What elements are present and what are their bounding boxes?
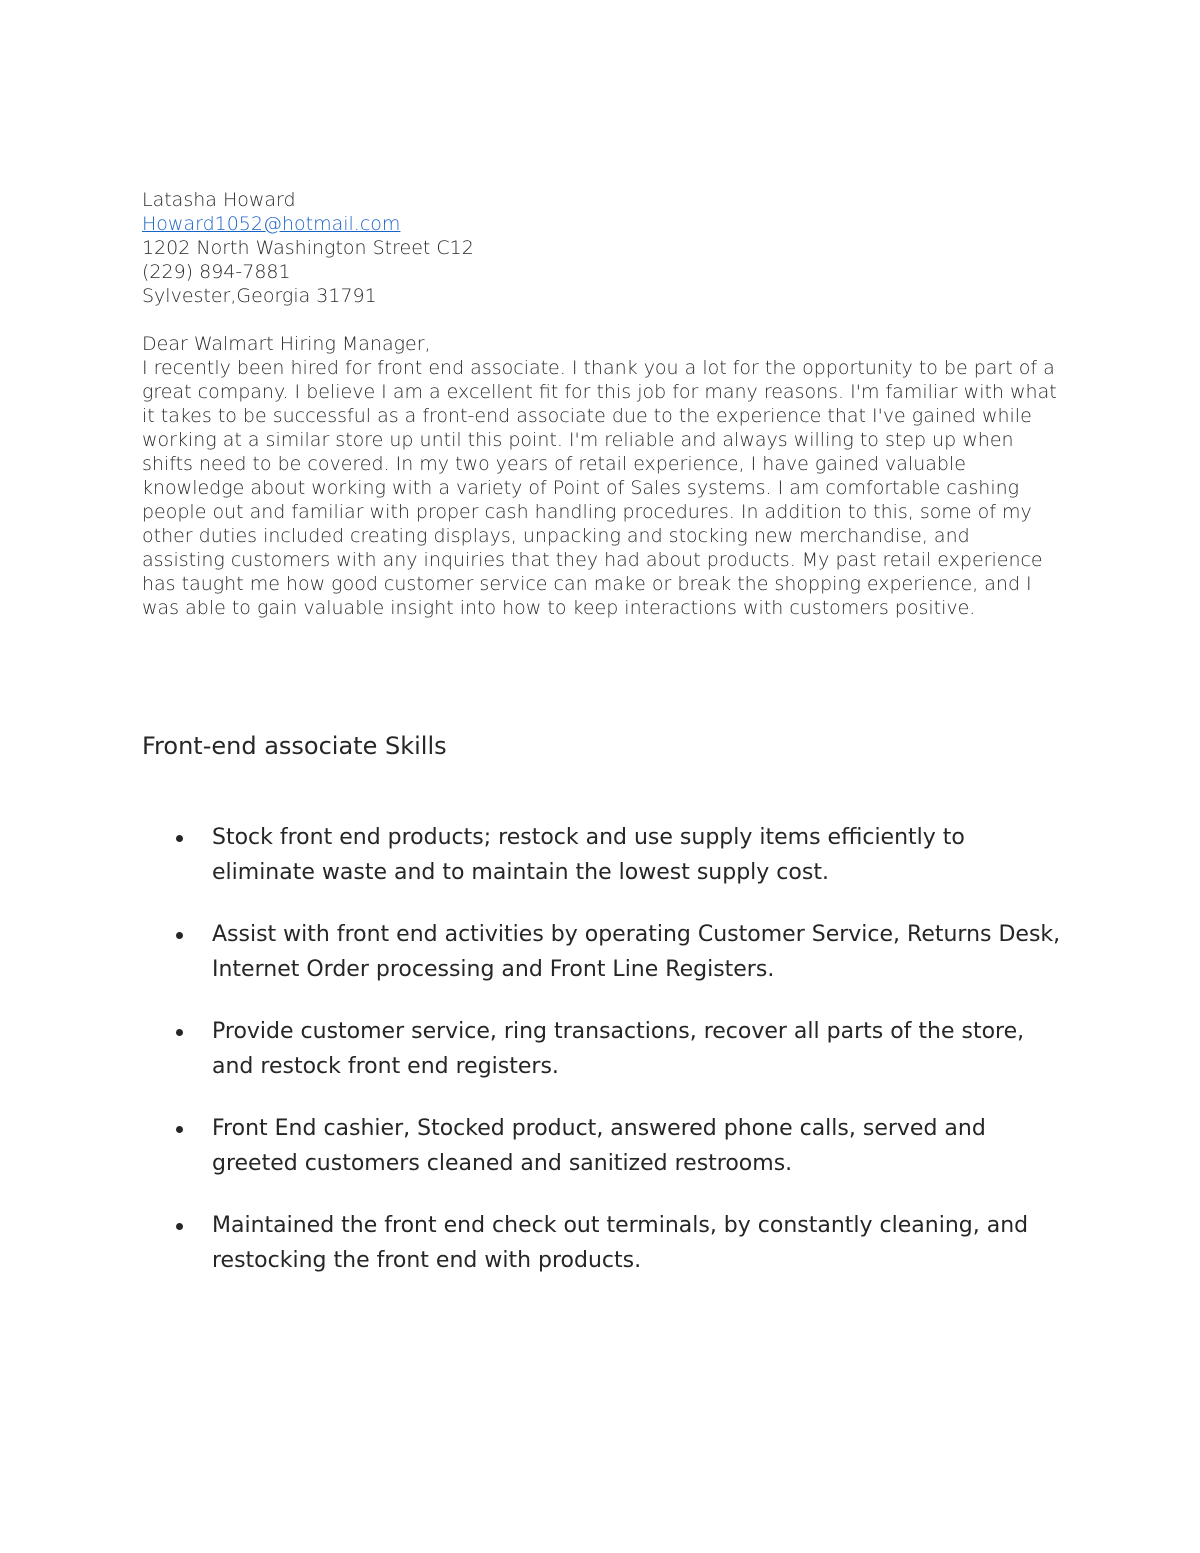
skill-text: Provide customer service, ring transactions, recover all parts of the store, and restock front end registers. bbox=[212, 1019, 1025, 1079]
bullet-icon bbox=[176, 1223, 183, 1230]
salutation: Dear Walmart Hiring Manager, bbox=[142, 333, 431, 355]
cover-letter bbox=[142, 188, 1062, 620]
skill-text: Assist with front end activities by operating Customer Service, Returns Desk, Internet Order processing and Front Line Registers. bbox=[212, 922, 1061, 982]
skills-list bbox=[142, 820, 1062, 1305]
skill-item bbox=[142, 820, 1062, 890]
skills-heading: Front-end associate Skills bbox=[142, 732, 447, 760]
spacer bbox=[142, 308, 1062, 332]
skill-item bbox=[142, 1014, 1062, 1084]
phone-number: (229) 894-7881 bbox=[142, 261, 291, 283]
skill-item bbox=[142, 1111, 1062, 1181]
skill-text: Stock front end products; restock and use supply items efficiently to eliminate waste and to maintain the lowest supply cost. bbox=[212, 825, 965, 885]
bullet-icon bbox=[176, 1029, 183, 1036]
bullet-icon bbox=[176, 1126, 183, 1133]
email-link[interactable]: Howard1052@hotmail.com bbox=[142, 213, 401, 235]
skill-text: Maintained the front end check out terminals, by constantly cleaning, and restocking the front end with products. bbox=[212, 1213, 1029, 1273]
applicant-name: Latasha Howard bbox=[142, 189, 296, 211]
bullet-icon bbox=[176, 835, 183, 842]
street-address: 1202 North Washington Street C12 bbox=[142, 237, 474, 259]
skill-item bbox=[142, 917, 1062, 987]
city-state-zip: Sylvester,Georgia 31791 bbox=[142, 285, 377, 307]
letter-body: I recently been hired for front end associate. I thank you a lot for the opportunity to be part of a great company. I believe I am a excellent fit for this job for many reasons. I'm familiar with what it takes to be successful as a front-end associate due to the experience that I've gained while working at a similar store up until this point. I'm reliable and always willing to step up when shifts need to be covered. In my two years of retail experience, I have gained valuable knowledge about working with a variety of Point of Sales systems. I am comfortable cashing people out and familiar with proper cash handling procedures. In addition to this, some of my other duties included creating displays, unpacking and stocking new merchandise, and assisting customers with any inquiries that they had about products. My past retail experience has taught me how good customer service can make or break the shopping experience, and I was able to gain valuable insight into how to keep interactions with customers positive. bbox=[142, 357, 1057, 619]
skill-text: Front End cashier, Stocked product, answered phone calls, served and greeted customers cleaned and sanitized restrooms. bbox=[212, 1116, 986, 1176]
skill-item bbox=[142, 1208, 1062, 1278]
bullet-icon bbox=[176, 932, 183, 939]
